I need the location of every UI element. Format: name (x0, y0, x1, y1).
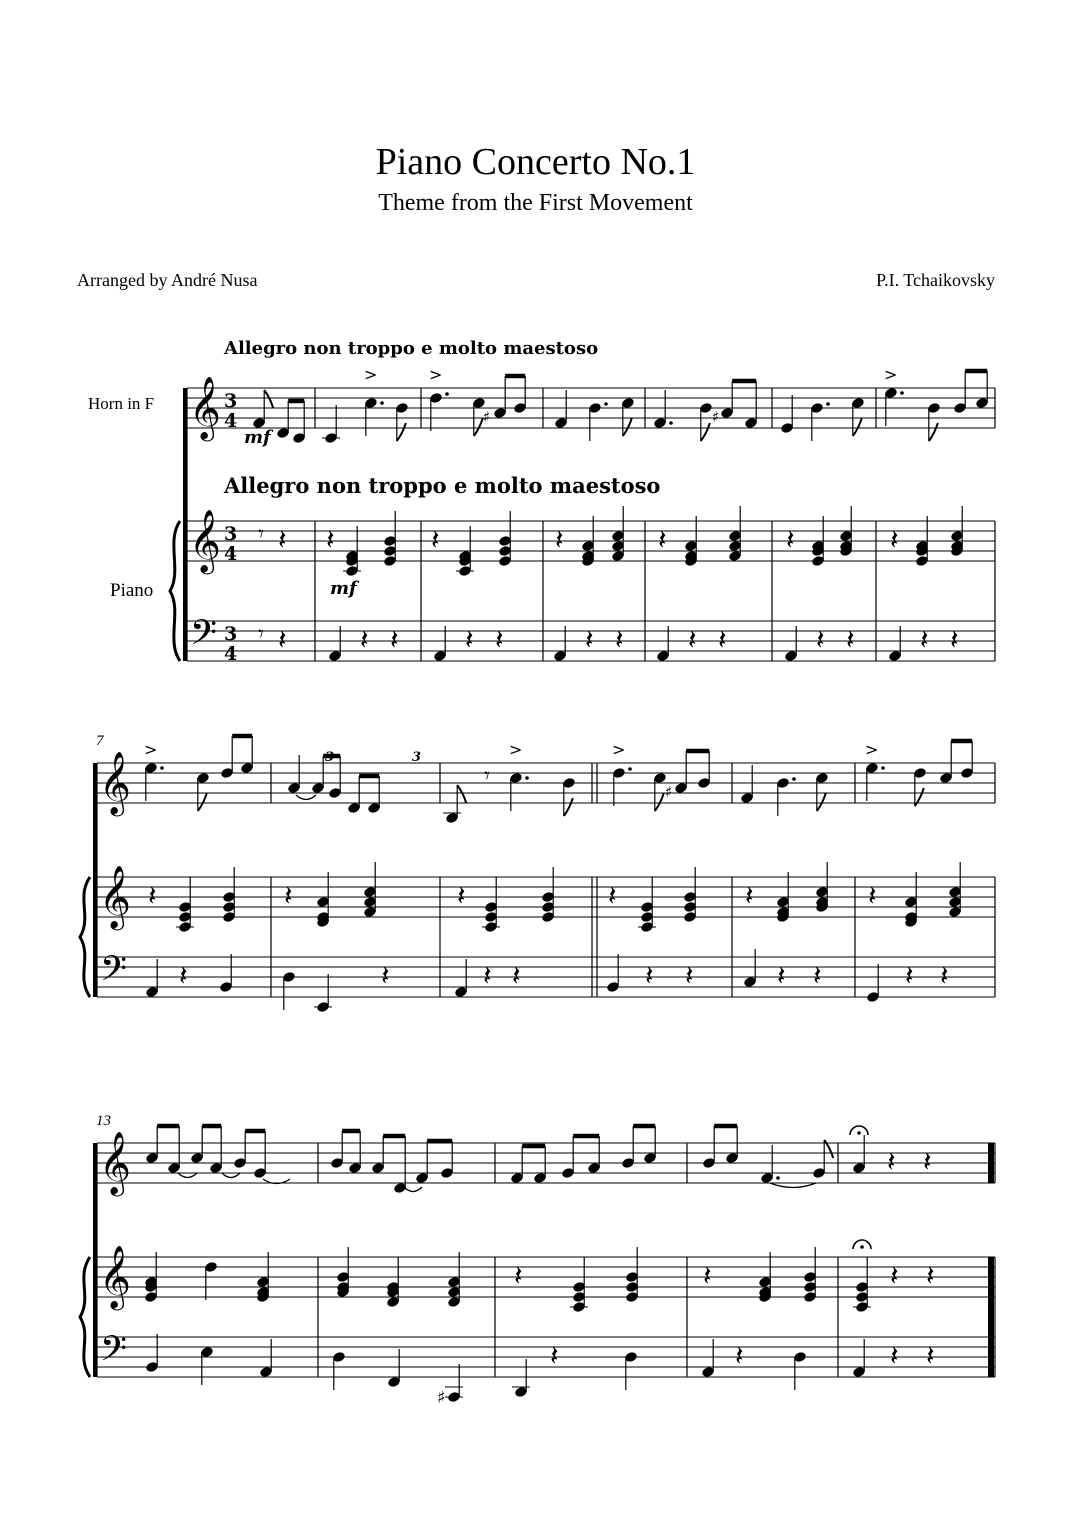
note-flag (929, 423, 938, 441)
augmentation-dot (160, 766, 164, 770)
quarter-rest: 𝄽 (645, 959, 654, 992)
accent-mark: > (865, 740, 879, 759)
quarter-rest: 𝄽 (381, 959, 390, 992)
quarter-rest: 𝄽 (688, 623, 697, 656)
quarter-rest: 𝄽 (887, 1145, 896, 1178)
augmentation-dot (525, 776, 529, 780)
quarter-rest: 𝄽 (483, 959, 492, 992)
quarter-rest: 𝄽 (786, 523, 795, 556)
augmentation-dot (628, 767, 632, 771)
quarter-rest: 𝄽 (550, 1339, 559, 1372)
eighth-rest: 𝄾 (258, 522, 264, 547)
accent-mark: > (364, 365, 378, 384)
quarter-rest: 𝄽 (926, 1339, 935, 1372)
dynamic-mf: mf (244, 427, 271, 448)
quarter-rest: 𝄽 (890, 1339, 899, 1372)
tie-slur (178, 1173, 197, 1178)
time-signature-top: 3 (224, 623, 238, 645)
augmentation-dot (604, 402, 608, 406)
sharp-sign: ♯ (712, 408, 720, 426)
quarter-rest: 𝄽 (495, 623, 504, 656)
quarter-rest: 𝄽 (360, 623, 369, 656)
piano-brace (80, 877, 90, 997)
score-title: Piano Concerto No.1 (375, 141, 696, 183)
treble-clef: 𝄞 (99, 751, 131, 814)
tie-slur (222, 1173, 240, 1178)
note-flag (397, 423, 406, 441)
treble-clef: 𝄞 (189, 376, 221, 439)
time-signature-bottom: 4 (224, 543, 238, 565)
treble-clef: 𝄞 (99, 865, 131, 928)
tempo-marking-piano: Allegro non troppo e molto maestoso (224, 473, 661, 498)
note-flag (701, 423, 710, 441)
quarter-rest: 𝄽 (431, 523, 440, 556)
quarter-rest: 𝄽 (179, 959, 188, 992)
note-flag (853, 418, 862, 436)
arranger-credit: Arranged by André Nusa (77, 270, 258, 290)
quarter-rest: 𝄽 (923, 1145, 932, 1178)
quarter-rest: 𝄽 (890, 523, 899, 556)
quarter-rest: 𝄽 (940, 959, 949, 992)
dynamic-mf: mf (330, 578, 357, 599)
quarter-rest: 𝄽 (920, 623, 929, 656)
final-barline (988, 1143, 994, 1183)
final-barline (988, 1257, 994, 1377)
bass-clef: 𝄢 (190, 612, 218, 661)
quarter-rest: 𝄽 (816, 623, 825, 656)
note-flag (817, 793, 826, 811)
quarter-rest: 𝄽 (735, 1339, 744, 1372)
score-subtitle: Theme from the First Movement (378, 190, 693, 216)
quarter-rest: 𝄽 (457, 879, 466, 912)
quarter-rest: 𝄽 (813, 959, 822, 992)
augmentation-dot (792, 777, 796, 781)
bass-clef: 𝄢 (100, 1328, 128, 1377)
accent-mark: > (144, 740, 158, 759)
instrument-label-piano: Piano (110, 580, 154, 601)
fermata-dot (860, 1245, 864, 1249)
sharp-sign: ♯ (437, 1388, 446, 1408)
note-flag (457, 785, 466, 803)
quarter-rest: 𝄽 (512, 959, 521, 992)
augmentation-dot (900, 391, 904, 395)
quarter-rest: 𝄽 (148, 879, 157, 912)
time-signature-bottom: 4 (224, 410, 238, 432)
quarter-rest: 𝄽 (465, 623, 474, 656)
treble-clef: 𝄞 (99, 1245, 131, 1308)
quarter-rest: 𝄽 (658, 523, 667, 556)
tuplet-label: 3 (412, 750, 422, 765)
measure-number-system-3: 13 (96, 1113, 111, 1129)
augmentation-dot (826, 402, 830, 406)
quarter-rest: 𝄽 (608, 879, 617, 912)
treble-clef: 𝄞 (99, 1131, 131, 1194)
note-flag (655, 793, 664, 811)
quarter-rest: 𝄽 (555, 523, 564, 556)
accent-mark: > (429, 365, 443, 384)
augmentation-dot (881, 766, 885, 770)
quarter-rest: 𝄽 (514, 1259, 523, 1292)
sharp-sign: ♯ (483, 408, 491, 426)
quarter-rest: 𝄽 (284, 879, 293, 912)
quarter-rest: 𝄽 (703, 1259, 712, 1292)
tie-slur (404, 1187, 422, 1192)
quarter-rest: 𝄽 (718, 623, 727, 656)
sharp-sign: ♯ (665, 783, 673, 801)
quarter-rest: 𝄽 (846, 623, 855, 656)
tie-slur (770, 1183, 816, 1188)
tie-slur (296, 795, 316, 800)
piano-brace (170, 521, 180, 661)
quarter-rest: 𝄽 (905, 959, 914, 992)
accent-mark: > (509, 740, 523, 759)
quarter-rest: 𝄽 (615, 623, 624, 656)
composer-credit: P.I. Tchaikovsky (876, 270, 995, 290)
bass-clef: 𝄢 (100, 948, 128, 997)
time-signature-bottom: 4 (224, 643, 238, 665)
augmentation-dot (380, 401, 384, 405)
tempo-marking-horn: Allegro non troppo e molto maestoso (224, 338, 599, 359)
note-flag (623, 418, 632, 436)
augmentation-dot (445, 392, 449, 396)
instrument-label-horn: Horn in F (88, 394, 155, 413)
note-flag (474, 418, 483, 436)
quarter-rest: 𝄽 (926, 1259, 935, 1292)
note-flag (564, 798, 573, 816)
quarter-rest: 𝄽 (390, 623, 399, 656)
note-flag (264, 390, 273, 408)
quarter-rest: 𝄽 (278, 523, 287, 556)
augmentation-dot (776, 1176, 780, 1180)
accent-mark: > (884, 365, 898, 384)
quarter-rest: 𝄽 (868, 879, 877, 912)
fermata-dot (857, 1131, 861, 1135)
note-flag (198, 793, 207, 811)
piano-brace (80, 1257, 90, 1377)
quarter-rest: 𝄽 (326, 523, 335, 556)
augmentation-dot (669, 421, 673, 425)
treble-clef: 𝄞 (189, 509, 221, 572)
measure-number-system-2: 7 (96, 733, 104, 749)
quarter-rest: 𝄽 (777, 959, 786, 992)
eighth-rest: 𝄾 (258, 622, 264, 647)
quarter-rest: 𝄽 (585, 623, 594, 656)
time-signature-top: 3 (224, 390, 238, 412)
quarter-rest: 𝄽 (685, 959, 694, 992)
tuplet-label: 3 (325, 750, 335, 765)
quarter-rest: 𝄽 (278, 623, 287, 656)
quarter-rest: 𝄽 (745, 879, 754, 912)
eighth-rest: 𝄾 (484, 764, 490, 789)
time-signature-top: 3 (224, 523, 238, 545)
quarter-rest: 𝄽 (950, 623, 959, 656)
quarter-rest: 𝄽 (890, 1259, 899, 1292)
accent-mark: > (612, 740, 626, 759)
